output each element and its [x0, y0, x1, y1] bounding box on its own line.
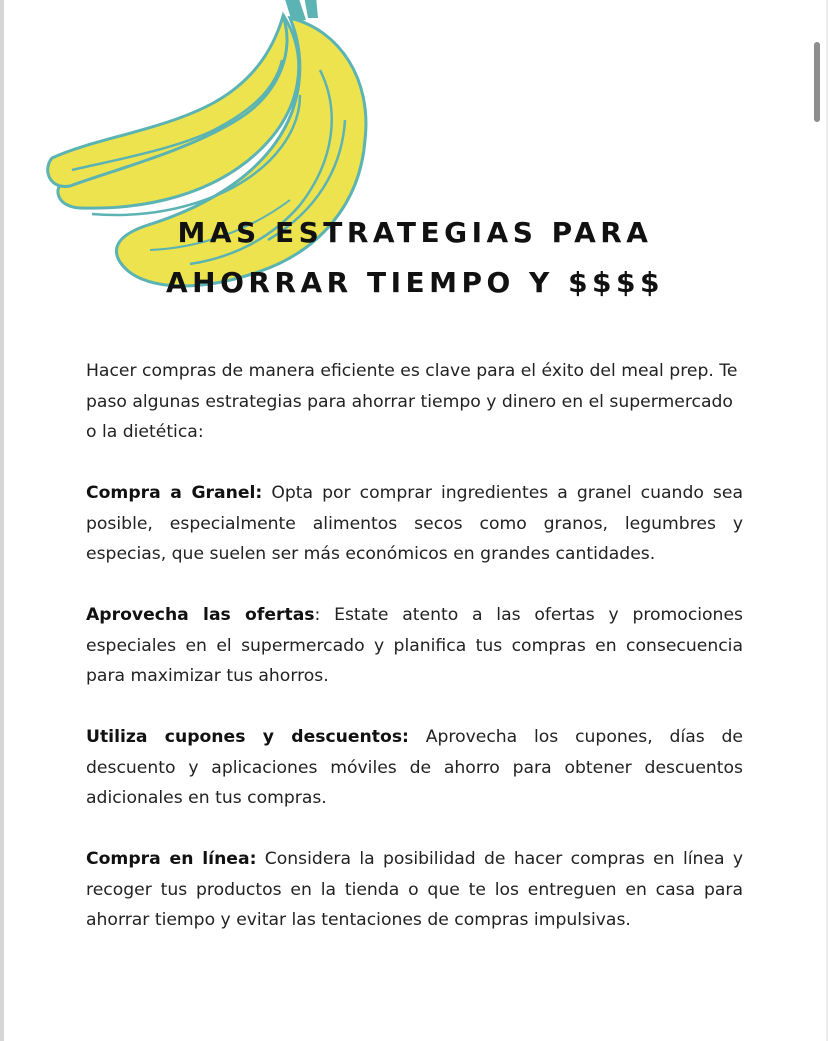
- section-paragraph-coupons: [86, 722, 743, 814]
- section-heading: Aprovecha las ofertas: [86, 605, 315, 625]
- page-left-edge: [0, 0, 4, 1041]
- section-paragraph-bulk: [86, 478, 743, 570]
- title-line-1: MAS ESTRATEGIAS PARA: [177, 216, 653, 249]
- section-heading: Compra en línea:: [86, 849, 257, 869]
- section-paragraph-online: [86, 844, 743, 936]
- section-text: : Estate atento a las ofertas y promociones especiales en el supermercado y planifica tus compras en consecuencia para maximizar tus ahorros.: [86, 605, 743, 686]
- section-heading: Compra a Granel:: [86, 483, 263, 503]
- section-text: Opta por comprar ingredientes a granel cuando sea posible, especialmente alimentos secos como granos, legumbres y especias, que suelen ser más económicos en grandes cantidades.: [86, 483, 743, 564]
- section-paragraph-offers: [86, 600, 743, 692]
- scrollbar-thumb[interactable]: [814, 42, 820, 122]
- section-text: Aprovecha los cupones, días de descuento y aplicaciones móviles de ahorro para obtener descuentos adicionales en tus compras.: [86, 727, 743, 808]
- section-heading: Utiliza cupones y descuentos:: [86, 727, 409, 747]
- intro-paragraph: Hacer compras de manera eficiente es clave para el éxito del meal prep. Te paso algunas estrategias para ahorrar tiempo y dinero en el supermercado o la dietética:: [86, 361, 738, 442]
- page-title: [110, 208, 720, 308]
- section-text: Considera la posibilidad de hacer compras en línea y recoger tus productos en la tienda o que te los entreguen en casa para ahorrar tiempo y evitar las tentaciones de compras impulsivas.: [86, 849, 744, 930]
- document-body: [86, 356, 743, 966]
- title-line-2: AHORRAR TIEMPO Y $$$$: [165, 266, 665, 299]
